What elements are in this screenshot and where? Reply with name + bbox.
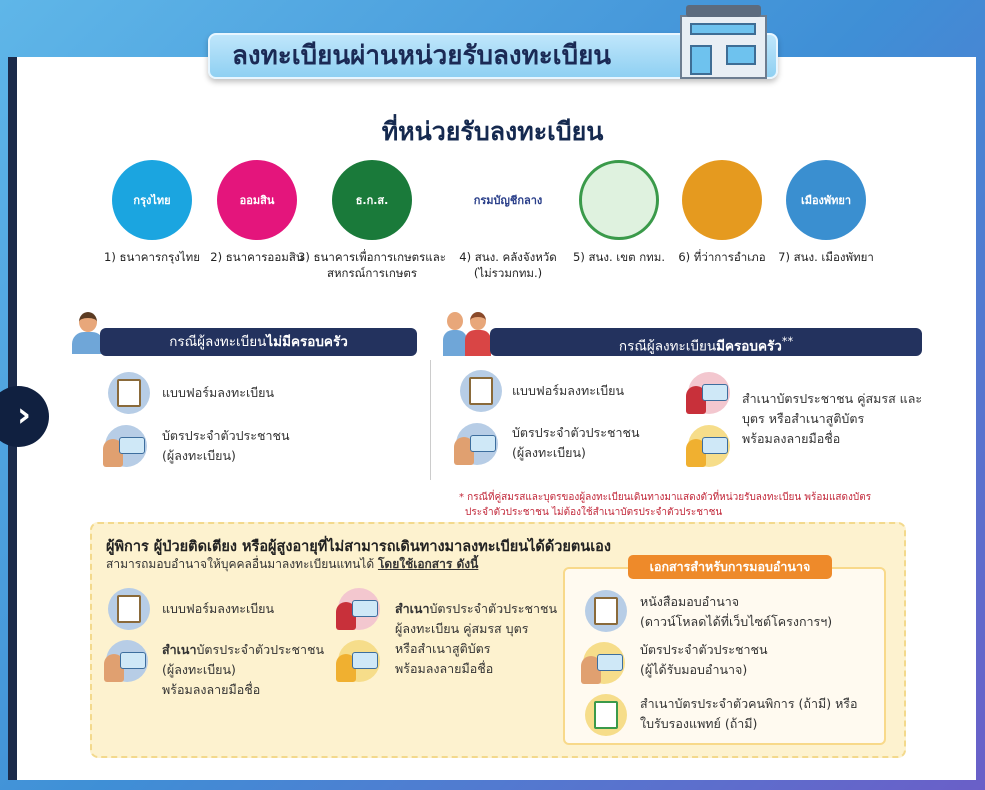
section-family: กรณีผู้ลงทะเบียนมีครอบครัว**	[490, 328, 922, 356]
doc-form: แบบฟอร์มลงทะเบียน	[162, 601, 275, 616]
unit-label: 2) ธนาคารออมสิน	[210, 250, 304, 264]
form-icon	[108, 588, 150, 630]
page-title: ที่หน่วยรับลงทะเบียน	[381, 117, 604, 146]
unit-label: 4) สนง. คลังจังหวัด (ไม่รวมกทม.)	[459, 250, 557, 280]
id-card-icon	[105, 425, 147, 467]
child-card-icon	[338, 640, 380, 682]
divider	[430, 360, 431, 480]
doc-id-card: บัตรประจำตัวประชาชน (ผู้ลงทะเบียน)	[162, 428, 290, 463]
id-card-icon	[106, 640, 148, 682]
unit-label: 1) ธนาคารกรุงไทย	[104, 250, 200, 264]
doc-proxy-id: บัตรประจำตัวประชาชน (ผู้ได้รับมอบอำนาจ)	[640, 642, 768, 677]
form-icon	[108, 372, 150, 414]
logo-2: ออมสิน	[217, 160, 297, 240]
section-no-family: กรณีผู้ลงทะเบียนไม่มีครอบครัว	[100, 328, 417, 356]
unit-label: 6) ที่ว่าการอำเภอ	[678, 250, 766, 264]
family-icon	[443, 312, 491, 354]
doc-family-copy: สำเนาบัตรประจำตัวประชาชน ผู้ลงทะเบียน คู่สมรส บุตร หรือสำเนาสูติบัตร พร้อมลงลายมือชื่อ	[395, 601, 558, 676]
doc-spouse-copy: สำเนาบัตรประชาชน คู่สมรส และ บุตร หรือสำเนาสูติบัตร พร้อมลงลายมือชื่อ	[742, 391, 923, 446]
doc-form: แบบฟอร์มลงทะเบียน	[162, 385, 275, 400]
logo-3: ธ.ก.ส.	[332, 160, 412, 240]
next-slide-button[interactable]: ›	[0, 386, 49, 447]
doc-disability-card: สำเนาบัตรประจำตัวคนพิการ (ถ้ามี) หรือ ใบรับรองแพทย์ (ถ้ามี)	[640, 696, 858, 731]
proxy-title: ผู้พิการ ผู้ป่วยติดเตียง หรือผู้สูงอายุที่ไม่สามารถเดินทางมาลงทะเบียนได้ด้วยตนเอง	[106, 539, 611, 555]
unit-label: 3) ธนาคารเพื่อการเกษตรและ สหกรณ์การเกษตร	[298, 250, 446, 280]
unit-label: 5) สนง. เขต กทม.	[573, 250, 665, 264]
proxy-documents-label: เอกสารสำหรับการมอบอำนาจ	[628, 555, 832, 579]
logo-4: กรมบัญชีกลาง	[468, 160, 548, 240]
logo-1: กรุงไทย	[112, 160, 192, 240]
family-note: * กรณีที่คู่สมรสและบุตรของผู้ลงทะเบียนเดินทางมาแสดงตัวที่หน่วยรับลงทะเบียน พร้อมแสดงบัตร ประจำตัวประชาชน ไม่ต้องใช้สำเนาบัตรประจำตัวประชาชน	[459, 492, 872, 518]
proxy-subtitle: สามารถมอบอำนาจให้บุคคลอื่นมาลงทะเบียนแทนได้ โดยใช้เอกสาร ดังนี้	[106, 557, 479, 571]
form-icon	[460, 370, 502, 412]
spouse-card-icon	[688, 372, 730, 414]
unit-label: 7) สนง. เมืองพัทยา	[778, 250, 874, 264]
doc-id-copy: สำเนาบัตรประจำตัวประชาชน (ผู้ลงทะเบียน) พร้อมลงลายมือชื่อ	[162, 642, 325, 697]
child-card-icon	[688, 425, 730, 467]
spouse-card-icon	[338, 588, 380, 630]
doc-form: แบบฟอร์มลงทะเบียน	[512, 383, 625, 398]
logo-7: เมืองพัทยา	[786, 160, 866, 240]
doc-proxy-letter: หนังสือมอบอำนาจ (ดาวน์โหลดได้ที่เว็บไซต์โครงการฯ)	[640, 594, 833, 629]
medical-cert-icon	[585, 694, 627, 736]
logo-6	[682, 160, 762, 240]
building-icon	[676, 5, 771, 79]
proxy-letter-icon	[585, 590, 627, 632]
proxy-id-card-icon	[583, 642, 625, 684]
page-banner: ลงทะเบียนผ่านหน่วยรับลงทะเบียน	[208, 33, 778, 79]
logo-5	[579, 160, 659, 240]
doc-id-card: บัตรประจำตัวประชาชน (ผู้ลงทะเบียน)	[512, 425, 640, 460]
id-card-icon	[456, 423, 498, 465]
